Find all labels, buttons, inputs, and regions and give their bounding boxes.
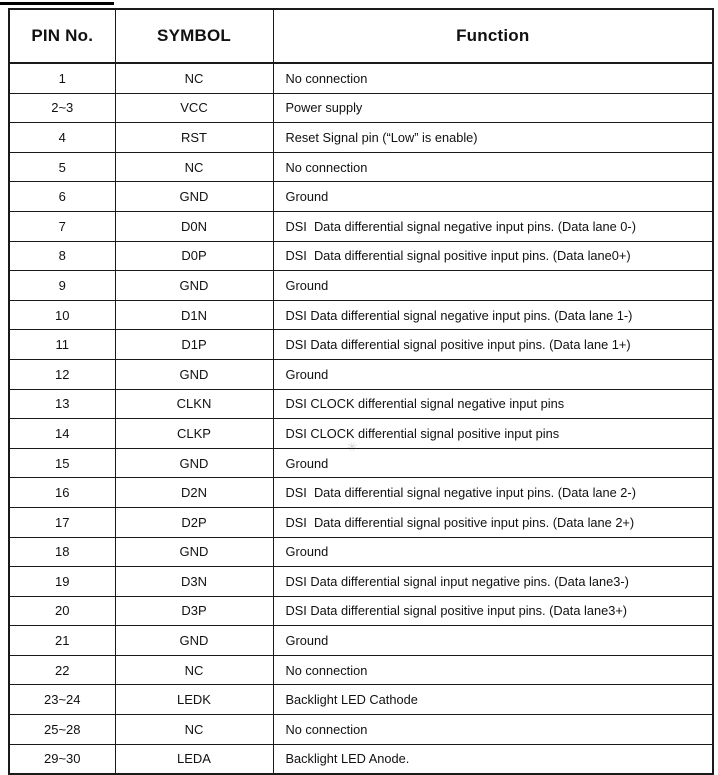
symbol-cell: RST <box>115 123 273 153</box>
symbol-cell: GND <box>115 182 273 212</box>
table-row <box>9 152 713 182</box>
table-row <box>9 507 713 537</box>
function-cell: Power supply <box>273 93 713 123</box>
pin-cell: 9 <box>9 271 115 301</box>
symbol-cell: D3N <box>115 567 273 597</box>
table-row <box>9 478 713 508</box>
table-row <box>9 596 713 626</box>
symbol-cell: NC <box>115 63 273 93</box>
table-row <box>9 389 713 419</box>
table-row <box>9 626 713 656</box>
pin-cell: 7 <box>9 211 115 241</box>
pin-cell: 22 <box>9 655 115 685</box>
function-cell: No connection <box>273 63 713 93</box>
symbol-cell: LEDK <box>115 685 273 715</box>
function-cell: Backlight LED Cathode <box>273 685 713 715</box>
function-cell: Ground <box>273 537 713 567</box>
function-cell: Ground <box>273 448 713 478</box>
page-top-rule <box>0 2 114 5</box>
function-cell: Backlight LED Anode. <box>273 744 713 774</box>
pin-cell: 16 <box>9 478 115 508</box>
function-cell: DSI Data differential signal negative input pins. (Data lane 0-) <box>273 211 713 241</box>
pin-cell: 6 <box>9 182 115 212</box>
pin-cell: 21 <box>9 626 115 656</box>
table-row <box>9 448 713 478</box>
function-cell: No connection <box>273 715 713 745</box>
symbol-cell: NC <box>115 152 273 182</box>
table-row <box>9 271 713 301</box>
function-cell: DSI Data differential signal positive input pins. (Data lane0+) <box>273 241 713 271</box>
symbol-cell: D0N <box>115 211 273 241</box>
symbol-cell: CLKN <box>115 389 273 419</box>
pin-cell: 10 <box>9 300 115 330</box>
table-row <box>9 685 713 715</box>
symbol-cell: GND <box>115 359 273 389</box>
function-cell: Ground <box>273 626 713 656</box>
table-row <box>9 330 713 360</box>
pin-cell: 12 <box>9 359 115 389</box>
table-row <box>9 715 713 745</box>
symbol-cell: D1P <box>115 330 273 360</box>
table-row <box>9 63 713 93</box>
pin-cell: 19 <box>9 567 115 597</box>
table-row <box>9 419 713 449</box>
pin-cell: 17 <box>9 507 115 537</box>
pin-cell: 29~30 <box>9 744 115 774</box>
function-cell: No connection <box>273 655 713 685</box>
function-cell: No connection <box>273 152 713 182</box>
symbol-cell: NC <box>115 715 273 745</box>
pin-cell: 13 <box>9 389 115 419</box>
function-cell: Ground <box>273 271 713 301</box>
col-header-pin: PIN No. <box>9 9 115 63</box>
function-cell: DSI Data differential signal negative input pins. (Data lane 2-) <box>273 478 713 508</box>
pin-assignment-table <box>8 8 714 775</box>
symbol-cell: GND <box>115 537 273 567</box>
symbol-cell: D2P <box>115 507 273 537</box>
pin-cell: 2~3 <box>9 93 115 123</box>
table-row <box>9 655 713 685</box>
watermark-mark: ✳ <box>344 437 360 456</box>
table-row <box>9 567 713 597</box>
pin-cell: 20 <box>9 596 115 626</box>
pin-cell: 4 <box>9 123 115 153</box>
table-row <box>9 744 713 774</box>
function-cell: DSI Data differential signal positive input pins. (Data lane 1+) <box>273 330 713 360</box>
pin-cell: 18 <box>9 537 115 567</box>
pin-cell: 1 <box>9 63 115 93</box>
function-cell: Ground <box>273 359 713 389</box>
symbol-cell: GND <box>115 448 273 478</box>
table-row <box>9 359 713 389</box>
pin-cell: 14 <box>9 419 115 449</box>
table-row <box>9 537 713 567</box>
function-cell: Ground <box>273 182 713 212</box>
table-row <box>9 182 713 212</box>
table-row <box>9 241 713 271</box>
function-cell: DSI Data differential signal negative input pins. (Data lane 1-) <box>273 300 713 330</box>
symbol-cell: GND <box>115 271 273 301</box>
table-header-row <box>9 9 713 63</box>
function-cell: DSI Data differential signal positive input pins. (Data lane 2+) <box>273 507 713 537</box>
function-cell: Reset Signal pin (“Low” is enable) <box>273 123 713 153</box>
table-row <box>9 211 713 241</box>
function-cell: DSI CLOCK differential signal positive input pins <box>273 419 713 449</box>
col-header-function: Function <box>273 9 713 63</box>
pin-cell: 23~24 <box>9 685 115 715</box>
function-cell: DSI CLOCK differential signal negative input pins <box>273 389 713 419</box>
symbol-cell: VCC <box>115 93 273 123</box>
symbol-cell: NC <box>115 655 273 685</box>
symbol-cell: LEDA <box>115 744 273 774</box>
symbol-cell: D2N <box>115 478 273 508</box>
function-cell: DSI Data differential signal positive input pins. (Data lane3+) <box>273 596 713 626</box>
pin-cell: 25~28 <box>9 715 115 745</box>
symbol-cell: D0P <box>115 241 273 271</box>
table-row <box>9 93 713 123</box>
symbol-cell: GND <box>115 626 273 656</box>
table-row <box>9 123 713 153</box>
symbol-cell: D1N <box>115 300 273 330</box>
table-row <box>9 300 713 330</box>
pin-cell: 5 <box>9 152 115 182</box>
symbol-cell: D3P <box>115 596 273 626</box>
function-cell: DSI Data differential signal input negative pins. (Data lane3-) <box>273 567 713 597</box>
col-header-symbol: SYMBOL <box>115 9 273 63</box>
pin-table-body <box>9 63 713 774</box>
pin-cell: 8 <box>9 241 115 271</box>
pin-cell: 15 <box>9 448 115 478</box>
symbol-cell: CLKP <box>115 419 273 449</box>
pin-cell: 11 <box>9 330 115 360</box>
